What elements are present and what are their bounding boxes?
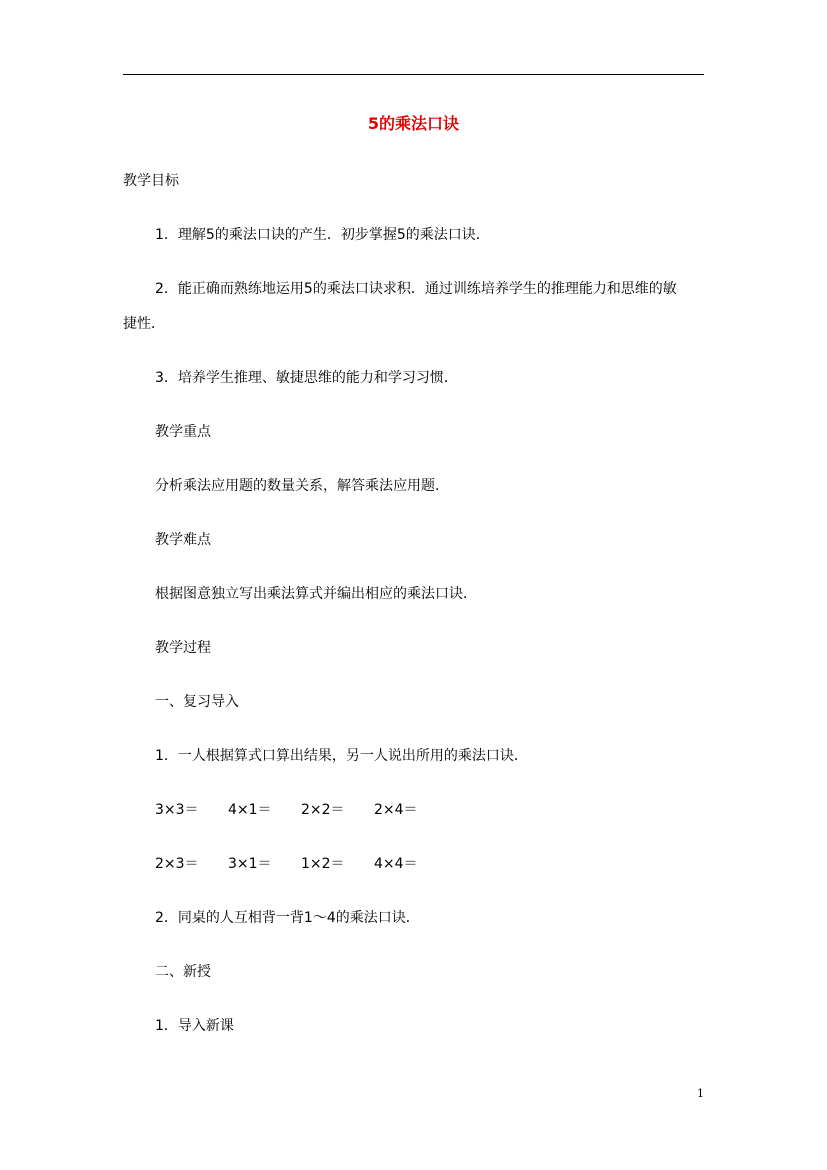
equation: 3×1＝ — [228, 856, 272, 872]
goal-2-line-1: 2．能正确而熟练地运用5的乘法口诀求积．通过训练培养学生的推理能力和思维的敏 — [155, 281, 677, 297]
goal-2-line-2: 捷性． — [123, 316, 165, 332]
equations-row-2 — [155, 853, 447, 875]
equation: 2×4＝ — [374, 802, 418, 818]
equation: 4×4＝ — [374, 856, 418, 872]
equation: 4×1＝ — [228, 802, 272, 818]
equation: 1×2＝ — [301, 856, 345, 872]
page-number: 1 — [697, 1087, 704, 1100]
new-lesson-step-1: 1．导入新课 — [155, 1018, 234, 1034]
section-new-lesson: 二、新授 — [155, 964, 211, 980]
review-step-1: 1．一人根据算式口算出结果，另一人说出所用的乘法口诀． — [155, 748, 528, 764]
heading-teaching-goals: 教学目标 — [123, 173, 179, 189]
goal-3: 3．培养学生推理、敏捷思维的能力和学习习惯． — [155, 370, 458, 386]
difficulties-text: 根据图意独立写出乘法算式并编出相应的乘法口诀． — [155, 586, 477, 602]
goal-1: 1．理解5的乘法口诀的产生．初步掌握5的乘法口诀． — [155, 227, 490, 243]
equations-row-1 — [155, 799, 447, 821]
section-review-intro: 一、复习导入 — [155, 694, 239, 710]
heading-teaching-process: 教学过程 — [155, 640, 211, 656]
heading-difficulties: 教学难点 — [155, 532, 211, 548]
review-step-2: 2．同桌的人互相背一背1～4的乘法口诀． — [155, 910, 420, 926]
equation: 3×3＝ — [155, 802, 199, 818]
key-points-text: 分析乘法应用题的数量关系，解答乘法应用题． — [155, 478, 449, 494]
equation: 2×3＝ — [155, 856, 199, 872]
equation: 2×2＝ — [301, 802, 345, 818]
header-rule — [123, 74, 704, 75]
heading-key-points: 教学重点 — [155, 424, 211, 440]
document-title: 5的乘法口诀 — [367, 114, 460, 133]
